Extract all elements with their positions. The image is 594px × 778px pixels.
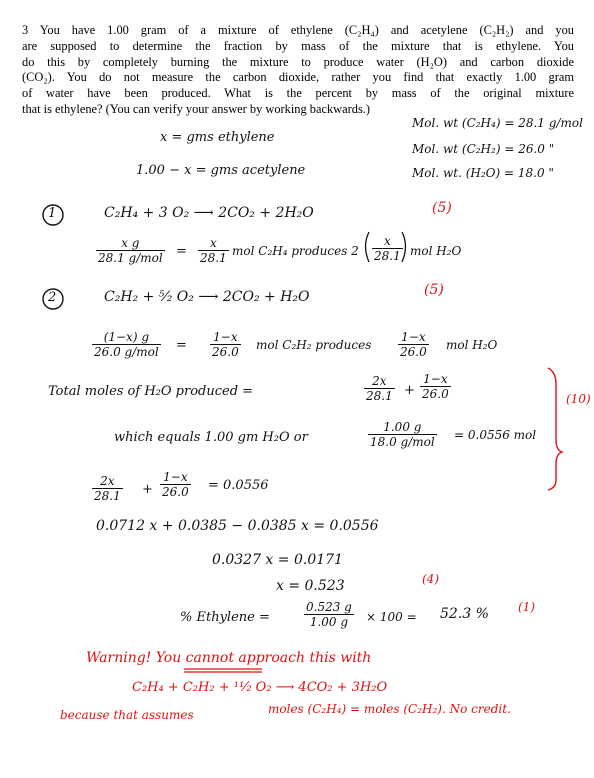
fraction-1mx-over-26-d: [160, 470, 191, 499]
fraction-x-over-28: [198, 236, 229, 265]
points-4: (4): [422, 572, 439, 586]
fraction-denominator: 26.0 g/mol: [94, 345, 159, 359]
fraction-mass-ratio: [304, 600, 354, 629]
fraction-x-over-28-b: [372, 234, 403, 263]
fraction-numerator: 2x: [92, 474, 123, 489]
fraction-denominator: 28.1 g/mol: [98, 251, 163, 265]
fraction-numerator: 1−x: [398, 330, 429, 345]
fraction-denominator: 28.1: [200, 251, 227, 265]
molwt-ethylene: Mol. wt (C₂H₄) = 28.1 g/mol: [412, 116, 583, 130]
plus-sign: +: [142, 482, 153, 497]
step-marker-2: 2: [48, 290, 57, 305]
problem-line: do this by completely burning the mixture to produce water (H₂O) and carbon dioxide: [22, 54, 574, 69]
warning-line-3b: moles (C₂H₄) = moles (C₂H₂). No credit.: [268, 702, 511, 716]
problem-line: that is ethylene? (You can verify your answer by working backwards.): [22, 101, 370, 116]
problem-line: (CO₂). You do not measure the carbon dioxide, rather you find that exactly 1.00 gram: [22, 70, 574, 85]
fraction-1mx-over-26-c: [420, 372, 451, 401]
red-brace: [548, 368, 562, 490]
fraction-numerator: 1−x: [210, 330, 241, 345]
points-10: (10): [566, 392, 591, 406]
fraction-denominator: 1.00 g: [309, 615, 349, 629]
fraction-numerator: 2x: [364, 374, 395, 389]
fraction-denominator: 28.1: [94, 489, 121, 503]
fraction-numerator: 1.00 g: [368, 420, 437, 435]
definition-1-minus-x: 1.00 − x = gms acetylene: [136, 163, 306, 178]
points-1: (1): [518, 600, 535, 614]
times-100: × 100 =: [366, 610, 417, 624]
fraction-numerator: 1−x: [420, 372, 451, 387]
fraction-denominator: 26.0: [422, 387, 449, 401]
fraction-1mx-over-26: [210, 330, 241, 359]
definition-x: x = gms ethylene: [160, 130, 275, 145]
problem-line: 3 You have 1.00 gram of a mixture of ethylene (C₂H₄) and acetylene (C₂H₂) and you: [22, 23, 574, 37]
plus-sign: +: [404, 383, 415, 398]
fraction-1mx-over-mw-acetylene: [92, 330, 161, 359]
reaction-ethylene: C₂H₄ + 3 O₂ ⟶ 2CO₂ + 2H₂O: [104, 205, 314, 221]
moles-ethylene-text: mol C₂H₄ produces 2: [232, 244, 359, 258]
fraction-denominator: 26.0: [400, 345, 427, 359]
reaction-acetylene: C₂H₂ + ⁵⁄₂ O₂ ⟶ 2CO₂ + H₂O: [104, 289, 310, 305]
points-5-b: (5): [424, 282, 444, 298]
moles-water-text: mol H₂O: [446, 338, 498, 352]
equals-sign: =: [176, 338, 187, 353]
fraction-numerator: x: [372, 234, 403, 249]
points-5-a: (5): [432, 200, 452, 216]
moles-acetylene-text: mol C₂H₂ produces: [256, 338, 372, 352]
moles-water-text: mol H₂O: [410, 244, 462, 258]
fraction-denominator: 26.0: [212, 345, 239, 359]
molwt-water: Mol. wt. (H₂O) = 18.0 ": [412, 166, 554, 180]
percent-result: 52.3 %: [440, 606, 489, 622]
solution-x: x = 0.523: [276, 578, 345, 594]
fraction-x-over-mw-ethylene: [96, 236, 165, 265]
which-equals-text: which equals 1.00 gm H₂O or: [114, 430, 308, 445]
fraction-numerator: 1−x: [160, 470, 191, 485]
fraction-1mx-over-26-b: [398, 330, 429, 359]
fraction-numerator: (1−x) g: [92, 330, 161, 345]
warning-line-3a: because that assumes: [60, 708, 194, 722]
fraction-2x-over-28-b: [92, 474, 123, 503]
warning-line-1: Warning! You cannot approach this with: [86, 650, 372, 666]
molwt-acetylene: Mol. wt (C₂H₂) = 26.0 ": [412, 142, 555, 156]
equation-simplified: 0.0327 x = 0.0171: [212, 552, 343, 568]
fraction-1g-over-18: [368, 420, 437, 449]
warning-line-2: C₂H₄ + C₂H₂ + ¹¹⁄₂ O₂ ⟶ 4CO₂ + 3H₂O: [132, 680, 388, 695]
fraction-denominator: 26.0: [162, 485, 189, 499]
equation-result: = 0.0556: [208, 478, 269, 493]
equals-sign: =: [176, 244, 187, 259]
problem-line: are supposed to determine the fraction by mass of the mixture that is ethylene. You: [22, 38, 574, 53]
fraction-numerator: 0.523 g: [306, 600, 352, 614]
fraction-numerator: x g: [96, 236, 165, 251]
fraction-numerator: x: [198, 236, 229, 251]
total-moles-text: Total moles of H₂O produced =: [48, 384, 254, 399]
problem-statement: [22, 23, 574, 118]
fraction-denominator: 28.1: [366, 389, 393, 403]
step-marker-1: 1: [48, 206, 57, 221]
equation-expanded: 0.0712 x + 0.0385 − 0.0385 x = 0.0556: [96, 518, 379, 534]
percent-ethylene-label: % Ethylene =: [180, 610, 270, 625]
problem-line: of water have been produced. What is the percent by mass of the original mixture: [22, 86, 574, 101]
paren-mark: [366, 232, 370, 262]
fraction-denominator: 28.1: [374, 249, 401, 263]
moles-water-result: = 0.0556 mol: [454, 428, 537, 442]
fraction-2x-over-28: [364, 374, 395, 403]
fraction-denominator: 18.0 g/mol: [370, 435, 435, 449]
